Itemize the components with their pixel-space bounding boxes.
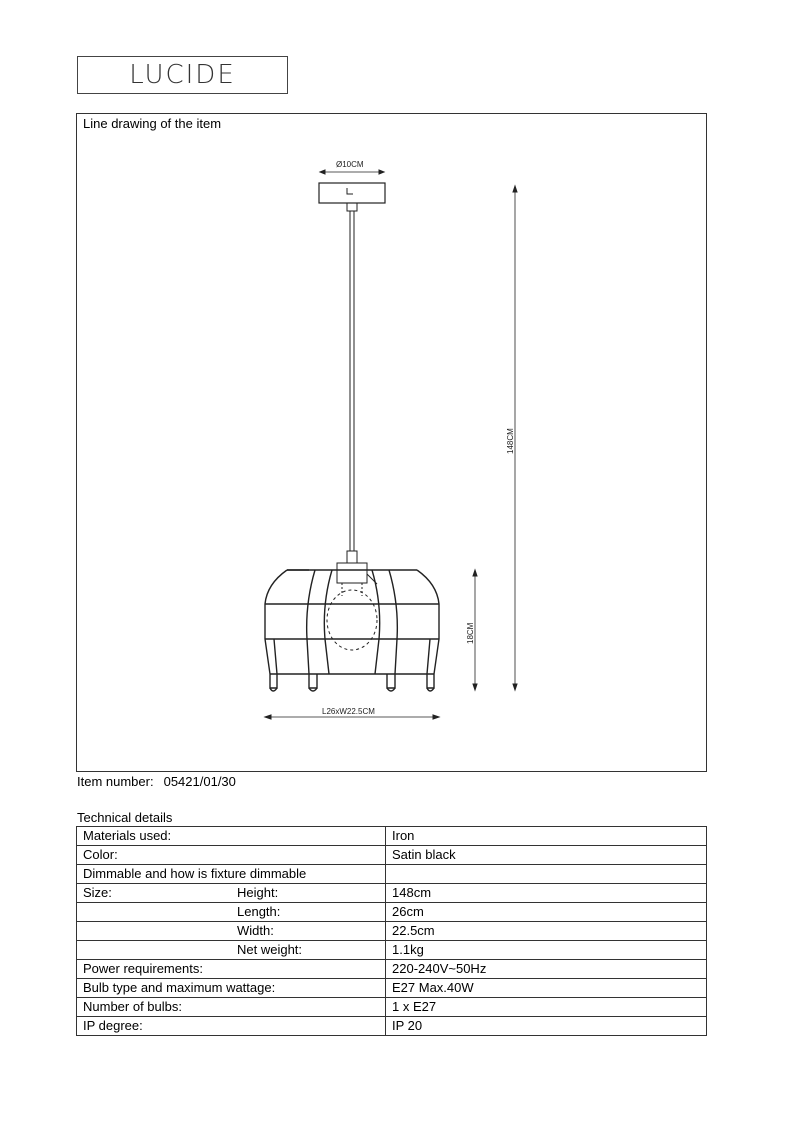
pendant-lamp-drawing [77,114,708,773]
table-row [77,979,707,998]
row-label: IP degree: [83,1018,143,1033]
row-label: Power requirements: [83,961,203,976]
table-row [77,827,707,846]
row-value: 1 x E27 [386,998,707,1017]
socket [347,551,357,563]
shade-height-label: 18CM [466,622,475,644]
table-row [77,903,707,922]
table-row [77,922,707,941]
table-row [77,865,707,884]
row-sublabel: Net weight: [237,942,303,957]
table-row [77,846,707,865]
line-drawing-panel [76,113,707,772]
row-value: 220-240V~50Hz [386,960,707,979]
row-value [386,865,707,884]
item-number-label: Item number: [77,774,154,789]
row-label: Dimmable and how is fixture dimmable [83,866,307,881]
item-number-value: 05421/01/30 [163,774,236,789]
brand-logo [77,56,288,94]
row-label: Number of bulbs: [83,999,182,1014]
shade-size-label: L26xW22.5CM [322,707,375,716]
row-value: 22.5cm [386,922,707,941]
row-sublabel: Width: [237,923,274,938]
drawing-title: Line drawing of the item [83,116,222,131]
row-sublabel: Height: [237,885,279,900]
item-number [77,774,236,789]
table-row [77,941,707,960]
row-value: 26cm [386,903,707,922]
canopy-dimension-label: Ø10CM [336,160,364,169]
row-label: Size: [83,885,112,900]
row-value: Satin black [386,846,707,865]
bulb [327,590,377,650]
row-sublabel: Length: [237,904,281,919]
canopy [319,183,385,203]
row-label: Materials used: [83,828,172,843]
table-row [77,1017,707,1036]
total-height-label: 148CM [506,428,515,454]
row-value: 148cm [386,884,707,903]
row-label: Color: [83,847,118,862]
row-value: Iron [386,827,707,846]
technical-details-table [76,826,707,1036]
logo-text: LUCIDE [129,60,236,90]
table-row [77,960,707,979]
row-value: IP 20 [386,1017,707,1036]
table-row [77,884,707,903]
table-row [77,998,707,1017]
technical-details-title: Technical details [77,810,173,825]
cage-shade [265,570,439,691]
row-label: Bulb type and maximum wattage: [83,980,276,995]
row-value: 1.1kg [386,941,707,960]
row-value: E27 Max.40W [386,979,707,998]
